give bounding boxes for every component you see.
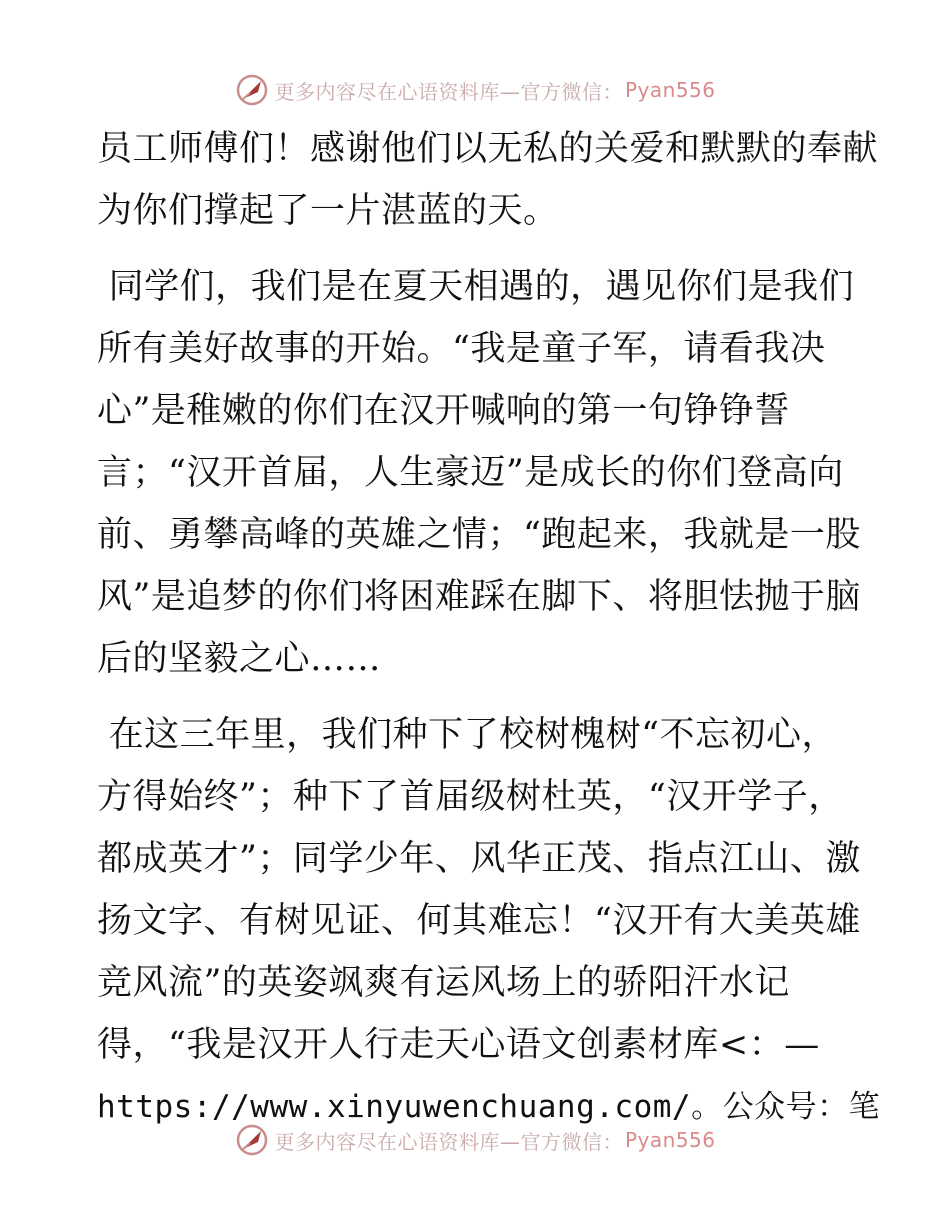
- text-line: 心”是稚嫩的你们在汉开喊响的第一句铮铮誓: [97, 391, 790, 431]
- banner-wechat-id: Pyan556: [624, 1128, 716, 1152]
- paragraph-3: [97, 704, 881, 1138]
- text-line: 得，“我是汉开人行走天心语文创素材库<：—: [97, 1025, 820, 1065]
- text-line: 同学们，我们是在夏天相遇的，遇见你们是我们: [97, 267, 855, 307]
- text-line: 竞风流”的英姿飒爽有运风场上的骄阳汗水记: [97, 963, 790, 1003]
- text-line: 扬文字、有树见证、何其难忘！“汉开有大美英雄: [97, 901, 861, 941]
- text-line: 为你们撑起了一片湛蓝的天。: [97, 191, 559, 231]
- text-line: 在这三年里，我们种下了校树槐树“不忘初心，: [97, 715, 838, 755]
- banner-brand-text: 更多内容尽在心语资料库—官方微信：: [274, 79, 623, 104]
- text-line: 言；“汉开首届，人生豪迈”是成长的你们登高向: [97, 453, 844, 493]
- text-line: 员工师傅们！感谢他们以无私的关爱和默默的奉献: [97, 129, 879, 169]
- document-body: [97, 118, 881, 1152]
- text-line: 后的坚毅之心……: [97, 639, 382, 679]
- banner-wechat-id: Pyan556: [624, 78, 716, 102]
- text-line: 风”是追梦的你们将困难踩在脚下、将胆怯抛于脑: [97, 577, 861, 617]
- text-line: https://www.xinyuwenchuang.com/。公众号：笔: [97, 1089, 881, 1125]
- paragraph-2: [97, 256, 861, 690]
- header-watermark-banner: [0, 70, 950, 110]
- text-line: 前、勇攀高峰的英雄之情；“跑起来，我就是一股: [97, 515, 861, 555]
- footer-watermark-banner: [0, 1120, 950, 1160]
- text-line: 都成英才”；同学少年、风华正茂、指点江山、激: [97, 839, 861, 879]
- quill-logo-icon: [234, 72, 270, 108]
- quill-logo-icon: [234, 1122, 270, 1158]
- paragraph-1: [97, 118, 879, 242]
- text-line: 所有美好故事的开始。“我是童子军，请看我决: [97, 329, 826, 369]
- banner-brand-text: 更多内容尽在心语资料库—官方微信：: [274, 1129, 623, 1154]
- text-line: 方得始终”；种下了首届级树杜英，“汉开学子，: [97, 777, 844, 817]
